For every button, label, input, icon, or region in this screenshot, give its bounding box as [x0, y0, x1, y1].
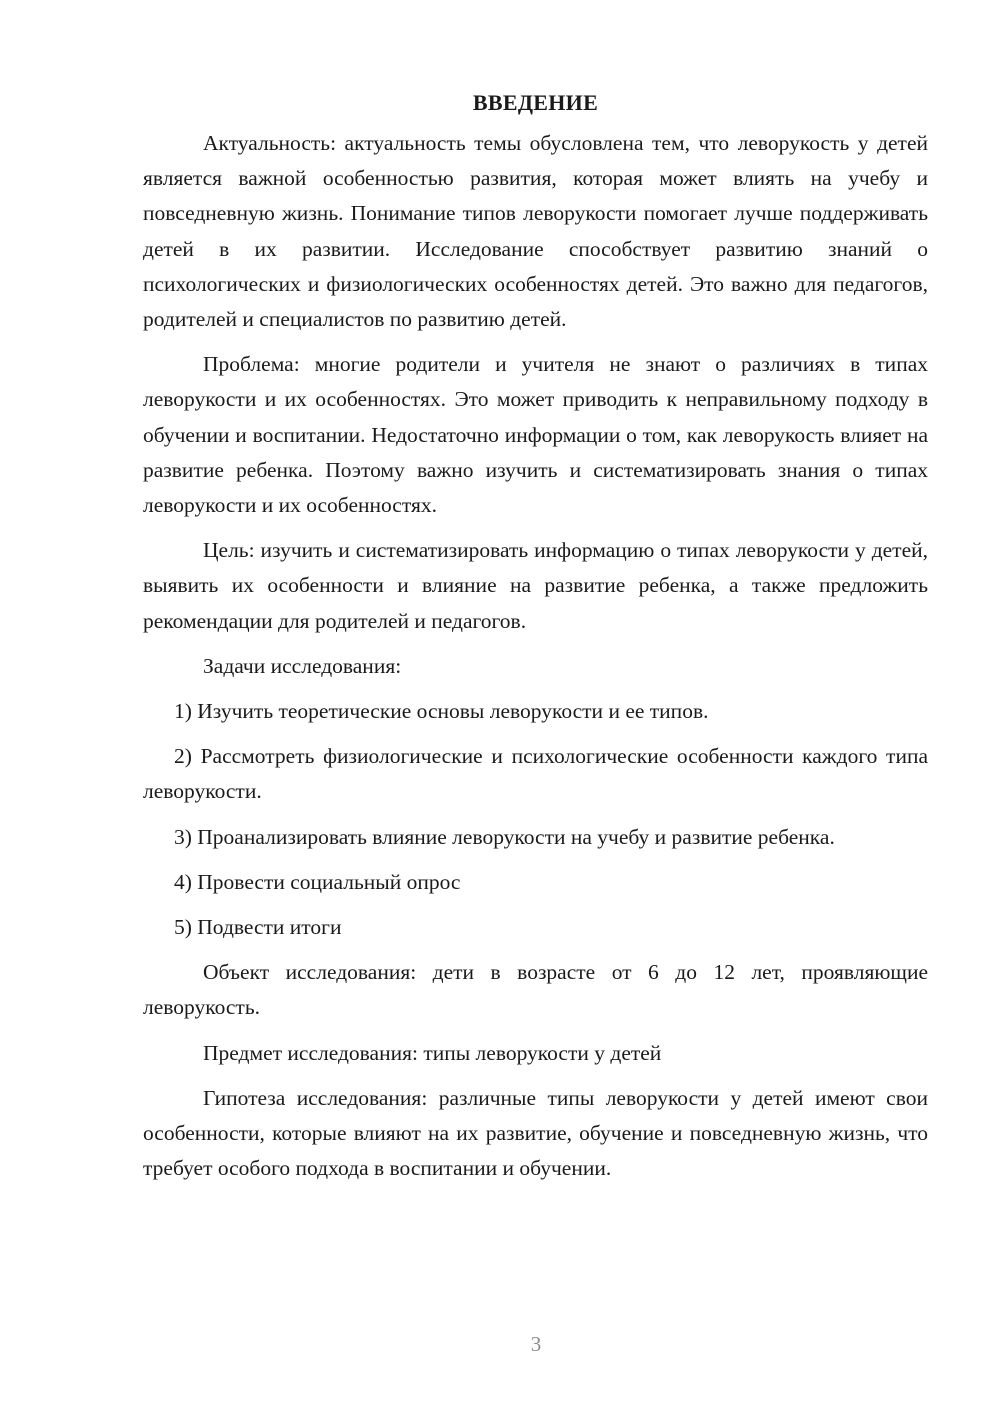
- task-item-5: 5) Подвести итоги: [174, 915, 342, 940]
- paragraph-relevance: Актуальность: актуальность темы обусловлена тем, что леворукость у детей является важной особенностью развития, которая может влиять на учебу и повседневную жизнь. Понимание типов леворукости помогает лучше поддерживать детей в их развитии. Исследование способствует развитию знаний о психологических и физиологических особенностях детей. Это важно для педагогов, родителей и специалистов по развитию детей.: [143, 131, 928, 332]
- paragraph-hypothesis: Гипотеза исследования: различные типы леворукости у детей имеют свои особенности, которые влияют на их развитие, обучение и повседневную жизнь, что требует особого подхода в воспитании и обучении.: [143, 1085, 928, 1181]
- paragraph-subject: Предмет исследования: типы леворукости у детей: [203, 1040, 662, 1065]
- section-title: ВВЕДЕНИЕ: [472, 90, 599, 115]
- paragraph-object: Объект исследования: дети в возрасте от 6 до 12 лет, проявляющие леворукость.: [143, 960, 928, 1020]
- paragraph-problem: Проблема: многие родители и учителя не знают о различиях в типах леворукости и их особенностях. Это может приводить к неправильному подходу в обучении и воспитании. Недостаточно информации о том, как леворукость влияет на развитие ребенка. Поэтому важно изучить и систематизировать знания о типах леворукости и их особенностях.: [143, 352, 928, 518]
- task-item-2: 2) Рассмотреть физиологические и психологические особенности каждого типа леворукости.: [143, 744, 928, 804]
- task-item-1: 1) Изучить теоретические основы леворукости и ее типов.: [174, 699, 709, 724]
- paragraph-tasks-heading: Задачи исследования:: [203, 653, 402, 678]
- task-item-3: 3) Проанализировать влияние леворукости на учебу и развитие ребенка.: [174, 824, 835, 849]
- document-page: [143, 88, 928, 1196]
- paragraph-goal: Цель: изучить и систематизировать информацию о типах леворукости у детей, выявить их особенности и влияние на развитие ребенка, а также предложить рекомендации для родителей и педагогов.: [143, 538, 928, 633]
- task-item-4: 4) Провести социальный опрос: [174, 869, 461, 894]
- page-number: 3: [530, 1332, 542, 1356]
